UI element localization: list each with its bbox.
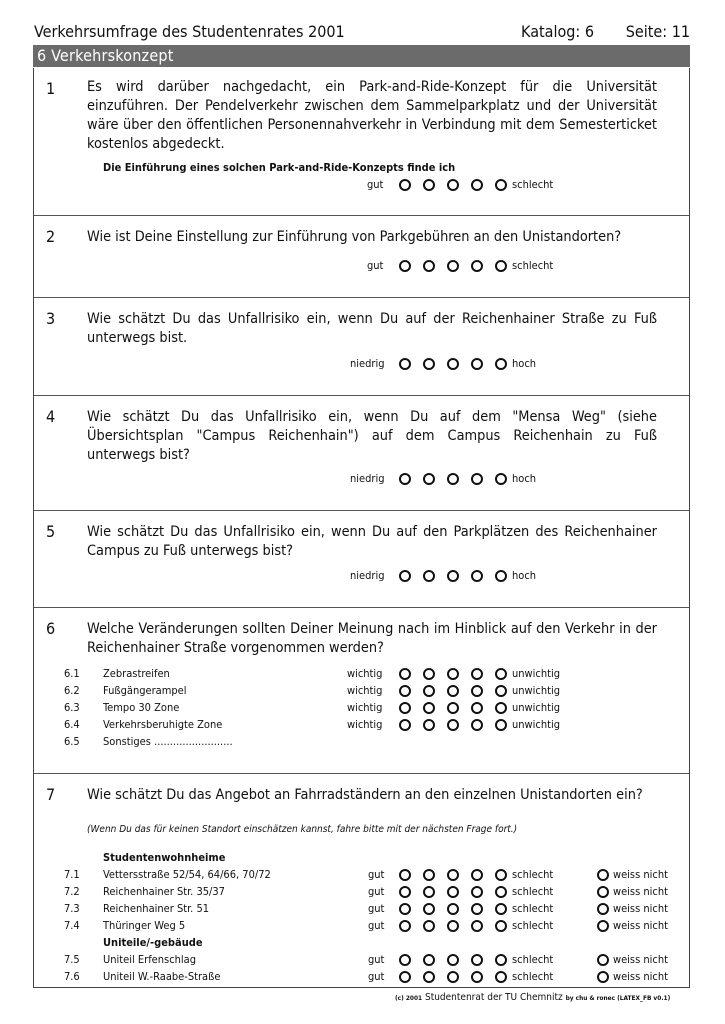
radio-option-5[interactable] [495, 358, 507, 370]
radio-option-3[interactable] [447, 685, 459, 697]
radio-option-4[interactable] [471, 260, 483, 272]
question-number: 1 [46, 79, 56, 98]
footer-organization: Studentenrat der TU Chemnitz [424, 992, 563, 1003]
item-number: 6.2 [64, 684, 80, 697]
radio-option-5[interactable] [495, 886, 507, 898]
radio-option-5[interactable] [495, 719, 507, 731]
section-title-bar [33, 45, 690, 67]
scale-low-label: wichtig [347, 667, 383, 680]
item-label: Zebrastreifen [103, 667, 170, 680]
question-number: 7 [46, 785, 56, 804]
item-label: Uniteil W.-Raabe-Straße [103, 970, 221, 983]
radio-option-2[interactable] [423, 260, 435, 272]
radio-option-3[interactable] [447, 702, 459, 714]
question-number: 6 [46, 619, 56, 638]
question-number: 3 [46, 309, 56, 328]
item-label: Thüringer Weg 5 [103, 919, 186, 932]
unknown-label: weiss nicht [613, 902, 669, 915]
radio-option-1[interactable] [399, 668, 411, 680]
page-number: Seite: 11 [625, 22, 690, 41]
scale-low-label: niedrig [350, 357, 385, 370]
unknown-label: weiss nicht [613, 919, 669, 932]
radio-option-3[interactable] [447, 971, 459, 983]
radio-option-5[interactable] [495, 920, 507, 932]
radio-option-3[interactable] [447, 668, 459, 680]
radio-option-3[interactable] [447, 358, 459, 370]
radio-unknown[interactable] [597, 903, 609, 915]
radio-option-2[interactable] [423, 668, 435, 680]
survey-title: Verkehrsumfrage des Studentenrates 2001 [34, 22, 345, 41]
radio-option-5[interactable] [495, 954, 507, 966]
radio-option-2[interactable] [423, 954, 435, 966]
scale-low-label: gut [368, 902, 385, 915]
radio-option-3[interactable] [447, 903, 459, 915]
radio-option-2[interactable] [423, 179, 435, 191]
question-text: Welche Veränderungen sollten Deiner Meinung nach im Hinblick auf den Verkehr in der Reichenhainer Straße vorgenommen werden? [87, 621, 657, 656]
radio-option-2[interactable] [423, 971, 435, 983]
scale-high-label: schlecht [512, 885, 554, 898]
question-text: Wie ist Deine Einstellung zur Einführung von Parkgebühren an den Unistandorten? [87, 229, 622, 245]
radio-option-1[interactable] [399, 971, 411, 983]
radio-option-4[interactable] [471, 920, 483, 932]
scale-high-label: unwichtig [512, 701, 561, 714]
item-label: Vettersstraße 52/54, 64/66, 70/72 [103, 868, 271, 881]
radio-option-5[interactable] [495, 260, 507, 272]
radio-unknown[interactable] [597, 920, 609, 932]
question-text: Es wird darüber nachgedacht, ein Park-and-Ride-Konzept für die Universität einzuführen. Der Pendelverkehr zwischen dem Sammelparkplatz und der Universität wäre über den öffentlichen Personennahverkehr in Verbindung mit dem Semesterticket kostenlos abgedeckt. [87, 79, 657, 152]
radio-unknown[interactable] [597, 954, 609, 966]
question-text: Wie schätzt Du das Angebot an Fahrradständern an den einzelnen Unistandorten ein? [87, 787, 643, 803]
question-number: 2 [46, 227, 56, 246]
section-title: 6 Verkehrskonzept [37, 46, 174, 65]
catalog-number: Katalog: 6 [521, 22, 594, 41]
radio-option-2[interactable] [423, 702, 435, 714]
radio-option-5[interactable] [495, 971, 507, 983]
page-header [34, 22, 690, 44]
radio-option-4[interactable] [471, 869, 483, 881]
radio-option-1[interactable] [399, 702, 411, 714]
radio-option-4[interactable] [471, 179, 483, 191]
item-number: 7.4 [64, 919, 80, 932]
item-label: Uniteil Erfenschlag [103, 953, 197, 966]
scale-low-label: niedrig [350, 472, 385, 485]
radio-option-2[interactable] [423, 920, 435, 932]
radio-option-5[interactable] [495, 473, 507, 485]
scale-low-label: wichtig [347, 718, 383, 731]
item-number: 7.5 [64, 953, 80, 966]
radio-option-4[interactable] [471, 668, 483, 680]
radio-option-1[interactable] [399, 954, 411, 966]
scale-low-label: wichtig [347, 701, 383, 714]
radio-option-1[interactable] [399, 358, 411, 370]
scale-low-label: gut [368, 919, 385, 932]
radio-option-1[interactable] [399, 570, 411, 582]
radio-option-3[interactable] [447, 954, 459, 966]
radio-option-4[interactable] [471, 886, 483, 898]
question-number: 5 [46, 522, 56, 541]
radio-option-1[interactable] [399, 719, 411, 731]
question-text: Wie schätzt Du das Unfallrisiko ein, wenn Du auf den Parkplätzen des Reichenhainer Campus zu Fuß unterwegs bist? [87, 524, 657, 559]
radio-option-5[interactable] [495, 702, 507, 714]
radio-option-3[interactable] [447, 179, 459, 191]
radio-option-1[interactable] [399, 869, 411, 881]
question-text: Wie schätzt Du das Unfallrisiko ein, wenn Du auf dem "Mensa Weg" (siehe Übersichtsplan "Campus Reichenhain") auf dem Campus Reichenhain zu Fuß unterwegs bist? [87, 409, 657, 463]
radio-option-5[interactable] [495, 668, 507, 680]
item-label: Fußgängerampel [103, 684, 187, 697]
radio-option-3[interactable] [447, 920, 459, 932]
scale-high-label: schlecht [512, 953, 554, 966]
other-write-in-field[interactable]: Sonstiges ......................... [103, 735, 233, 748]
radio-unknown[interactable] [597, 886, 609, 898]
scale-low-label: gut [368, 970, 385, 983]
radio-option-4[interactable] [471, 971, 483, 983]
radio-option-3[interactable] [447, 570, 459, 582]
radio-option-2[interactable] [423, 719, 435, 731]
question-text: Wie schätzt Du das Unfallrisiko ein, wenn Du auf der Reichenhainer Straße zu Fuß unterwegs bist. [87, 311, 657, 346]
unknown-label: weiss nicht [613, 970, 669, 983]
unknown-label: weiss nicht [613, 885, 669, 898]
radio-option-3[interactable] [447, 886, 459, 898]
radio-option-2[interactable] [423, 473, 435, 485]
item-label: Reichenhainer Str. 51 [103, 902, 210, 915]
question-number: 4 [46, 407, 56, 426]
question-5 [34, 510, 689, 608]
scale-low-label: gut [367, 259, 384, 272]
item-number: 6.5 [64, 735, 80, 748]
scale-high-label: schlecht [512, 970, 554, 983]
unknown-label: weiss nicht [613, 868, 669, 881]
radio-option-4[interactable] [471, 473, 483, 485]
radio-option-2[interactable] [423, 570, 435, 582]
radio-option-1[interactable] [399, 903, 411, 915]
radio-option-5[interactable] [495, 179, 507, 191]
item-number: 7.6 [64, 970, 80, 983]
scale-high-label: schlecht [512, 868, 554, 881]
scale-high-label: hoch [512, 357, 537, 370]
radio-option-4[interactable] [471, 358, 483, 370]
radio-option-1[interactable] [399, 179, 411, 191]
radio-option-4[interactable] [471, 570, 483, 582]
radio-option-2[interactable] [423, 685, 435, 697]
radio-option-5[interactable] [495, 903, 507, 915]
scale-low-label: gut [368, 868, 385, 881]
item-number: 6.1 [64, 667, 80, 680]
radio-option-3[interactable] [447, 473, 459, 485]
question-note: (Wenn Du das für keinen Standort einschätzen kannst, fahre bitte mit der nächsten Frage fort.) [87, 824, 518, 835]
scale-low-label: gut [368, 885, 385, 898]
question-3 [34, 297, 689, 396]
unknown-label: weiss nicht [613, 953, 669, 966]
questions-frame [33, 68, 690, 988]
radio-option-3[interactable] [447, 869, 459, 881]
question-1 [34, 68, 689, 215]
radio-option-1[interactable] [399, 920, 411, 932]
scale-high-label: schlecht [512, 259, 554, 272]
radio-option-4[interactable] [471, 702, 483, 714]
radio-option-4[interactable] [471, 903, 483, 915]
rating-prompt: Die Einführung eines solchen Park-and-Ride-Konzepts finde ich [103, 161, 456, 174]
scale-high-label: unwichtig [512, 718, 561, 731]
radio-option-5[interactable] [495, 869, 507, 881]
scale-low-label: wichtig [347, 684, 383, 697]
question-2 [34, 215, 689, 298]
radio-option-1[interactable] [399, 685, 411, 697]
item-number: 7.3 [64, 902, 80, 915]
scale-low-label: gut [367, 178, 384, 191]
item-number: 7.1 [64, 868, 80, 881]
group-header-dorms: Studentenwohnheime [103, 851, 226, 864]
item-number: 7.2 [64, 885, 80, 898]
item-number: 6.3 [64, 701, 80, 714]
radio-option-2[interactable] [423, 869, 435, 881]
radio-option-2[interactable] [423, 358, 435, 370]
footer-credits: by chu & ronec (LATEX_FB v0.1) [565, 994, 671, 1002]
radio-option-5[interactable] [495, 685, 507, 697]
radio-option-4[interactable] [471, 685, 483, 697]
radio-option-1[interactable] [399, 473, 411, 485]
radio-option-4[interactable] [471, 954, 483, 966]
group-header-campus: Uniteile/-gebäude [103, 936, 203, 949]
radio-option-2[interactable] [423, 903, 435, 915]
scale-high-label: schlecht [512, 919, 554, 932]
radio-option-2[interactable] [423, 886, 435, 898]
question-6 [34, 607, 689, 774]
scale-high-label: hoch [512, 472, 537, 485]
scale-high-label: schlecht [512, 902, 554, 915]
radio-option-3[interactable] [447, 260, 459, 272]
scale-low-label: niedrig [350, 569, 385, 582]
question-4 [34, 395, 689, 511]
item-label: Tempo 30 Zone [103, 701, 180, 714]
radio-option-4[interactable] [471, 719, 483, 731]
radio-option-3[interactable] [447, 719, 459, 731]
scale-low-label: gut [368, 953, 385, 966]
item-number: 6.4 [64, 718, 80, 731]
item-label: Verkehrsberuhigte Zone [103, 718, 223, 731]
footer-copyright: (c) 2001 [395, 994, 423, 1002]
scale-high-label: schlecht [512, 178, 554, 191]
radio-unknown[interactable] [597, 971, 609, 983]
radio-option-1[interactable] [399, 260, 411, 272]
radio-option-1[interactable] [399, 886, 411, 898]
scale-high-label: hoch [512, 569, 537, 582]
radio-unknown[interactable] [597, 869, 609, 881]
page-footer [395, 992, 670, 1003]
question-7 [34, 773, 689, 988]
radio-option-5[interactable] [495, 570, 507, 582]
scale-high-label: unwichtig [512, 684, 561, 697]
scale-high-label: unwichtig [512, 667, 561, 680]
item-label: Reichenhainer Str. 35/37 [103, 885, 225, 898]
